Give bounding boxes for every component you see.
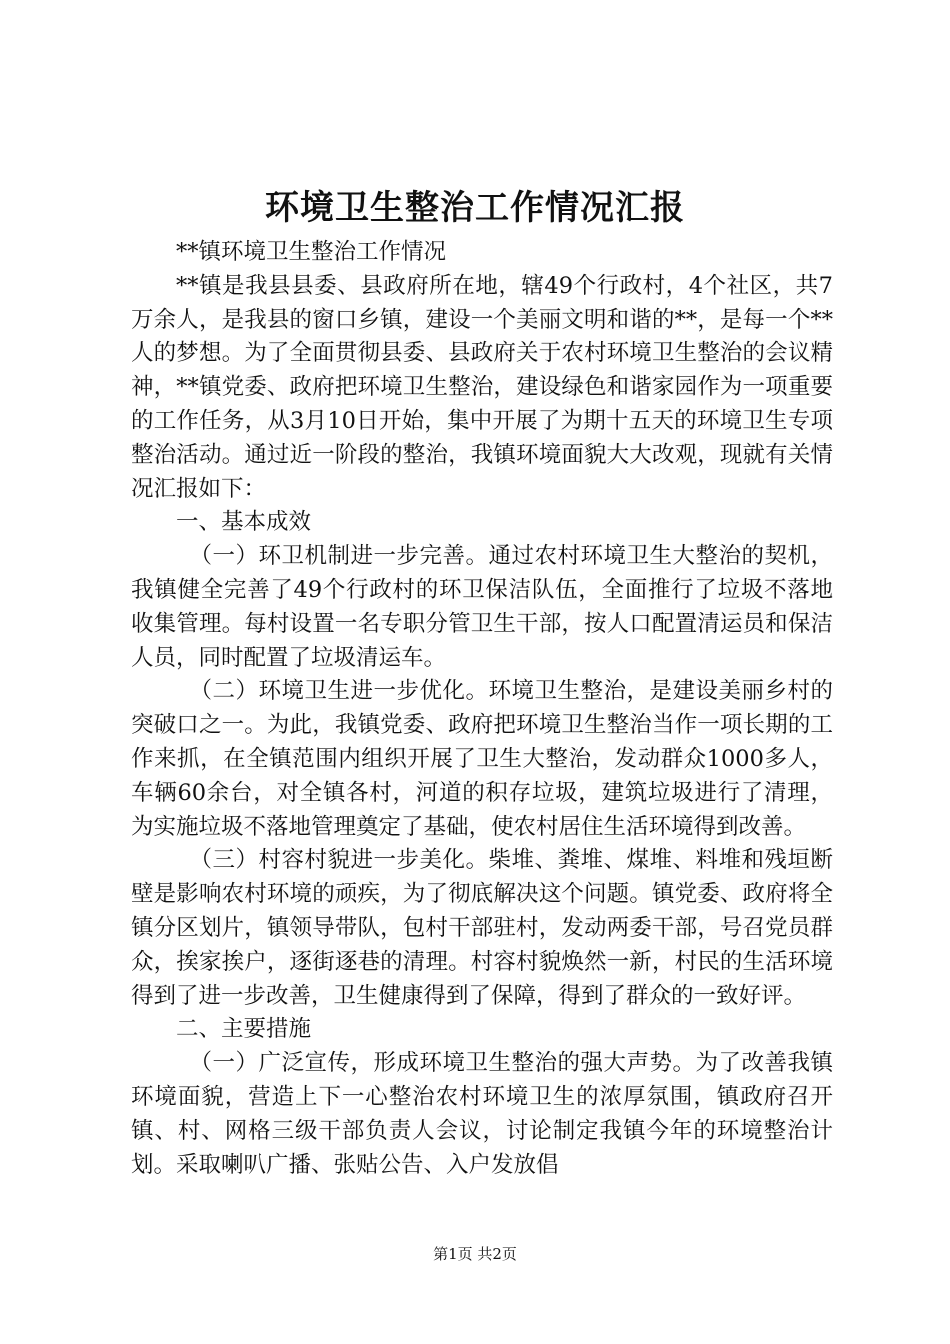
paragraph-measure-1: （一）广泛宣传，形成环境卫生整治的强大声势。为了改善我镇环境面貌，营造上下一心整治农村环境卫生的浓厚氛围，镇政府召开镇、村、网格三级干部负责人会议，讨论制定我镇今年的环境整治计划。采取喇叭广播、张贴公告、入户发放倡 bbox=[131, 1050, 833, 1178]
paragraph-result-1: （一）环卫机制进一步完善。通过农村环境卫生大整治的契机，我镇健全完善了49个行政村的环卫保洁队伍，全面推行了垃圾不落地收集管理。每村设置一名专职分管卫生干部，按人口配置清运员和保洁人员，同时配置了垃圾清运车。 bbox=[131, 543, 833, 671]
document-body bbox=[131, 236, 833, 1182]
section-heading-main-measures: 二、主要措施 bbox=[176, 1016, 312, 1043]
paragraph-intro: **镇是我县县委、县政府所在地，辖49个行政村，4个社区，共7万余人，是我县的窗口乡镇，建设一个美丽文明和谐的**，是每一个**人的梦想。为了全面贯彻县委、县政府关于农村环境卫生整治的会议精神，**镇党委、政府把环境卫生整治，建设绿色和谐家园作为一项重要的工作任务，从3月10日开始，集中开展了为期十五天的环境卫生专项整治活动。通过近一阶段的整治，我镇环境面貌大大改观，现就有关情况汇报如下： bbox=[131, 272, 833, 502]
paragraph-heading-subtitle: **镇环境卫生整治工作情况 bbox=[176, 239, 447, 265]
paragraph-result-2: （二）环境卫生进一步优化。环境卫生整治，是建设美丽乡村的突破口之一。为此，我镇党委、政府把环境卫生整治当作一项长期的工作来抓，在全镇范围内组织开展了卫生大整治，发动群众1000多人，车辆60余台，对全镇各村，河道的积存垃圾，建筑垃圾进行了清理，为实施垃圾不落地管理奠定了基础，使农村居住生活环境得到改善。 bbox=[131, 678, 833, 840]
page-number-footer: 第1页 共2页 bbox=[433, 1245, 517, 1263]
section-heading-basic-results: 一、基本成效 bbox=[176, 509, 312, 536]
paragraph-result-3: （三）村容村貌进一步美化。柴堆、粪堆、煤堆、料堆和残垣断壁是影响农村环境的顽疾，为了彻底解决这个问题。镇党委、政府将全镇分区划片，镇领导带队，包村干部驻村，发动两委干部，号召党员群众，挨家挨户，逐街逐巷的清理。村容村貌焕然一新，村民的生活环境得到了进一步改善，卫生健康得到了保障，得到了群众的一致好评。 bbox=[131, 847, 833, 1009]
document-title: 环境卫生整治工作情况汇报 bbox=[265, 188, 685, 228]
